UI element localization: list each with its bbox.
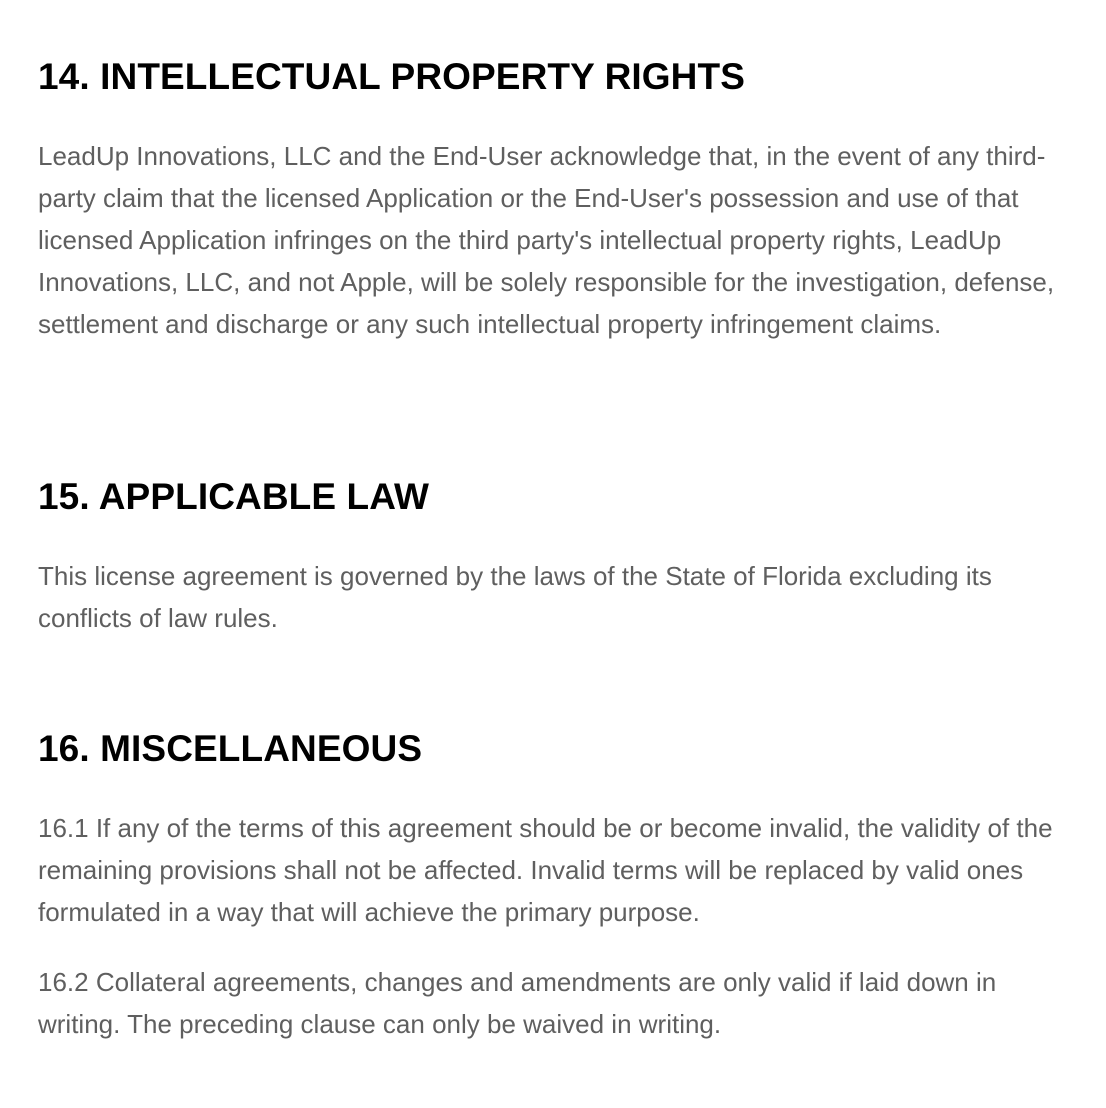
clause-16-1: 16.1 If any of the terms of this agreement should be or become invalid, the validity of the remaining provisions shall not be affected. Invalid terms will be replaced by valid ones formulated in a way that will achieve the primary purpose. bbox=[38, 813, 1053, 927]
clause-16-2: 16.2 Collateral agreements, changes and amendments are only valid if laid down in writing. The preceding clause can only be waived in writing. bbox=[38, 967, 997, 1039]
section-paragraph: LeadUp Innovations, LLC and the End-User acknowledge that, in the event of any third-party claim that the licensed Application or the End-User's possession and use of that licensed Application infringes on the third party's intellectual property rights, LeadUp Innovations, LLC, and not Apple, will be solely responsible for the investigation, defense, settlement and discharge or any such intellectual property infringement claims. bbox=[38, 141, 1055, 339]
section-paragraph: This license agreement is governed by the laws of the State of Florida excluding its conflicts of law rules. bbox=[38, 561, 992, 633]
section-title: 16. MISCELLANEOUS bbox=[38, 728, 423, 769]
section-miscellaneous bbox=[38, 728, 1068, 1045]
section-title: 14. INTELLECTUAL PROPERTY RIGHTS bbox=[38, 56, 745, 97]
section-applicable-law bbox=[38, 476, 1068, 639]
section-title: 15. APPLICABLE LAW bbox=[38, 476, 430, 517]
section-intellectual-property-rights bbox=[38, 56, 1068, 345]
